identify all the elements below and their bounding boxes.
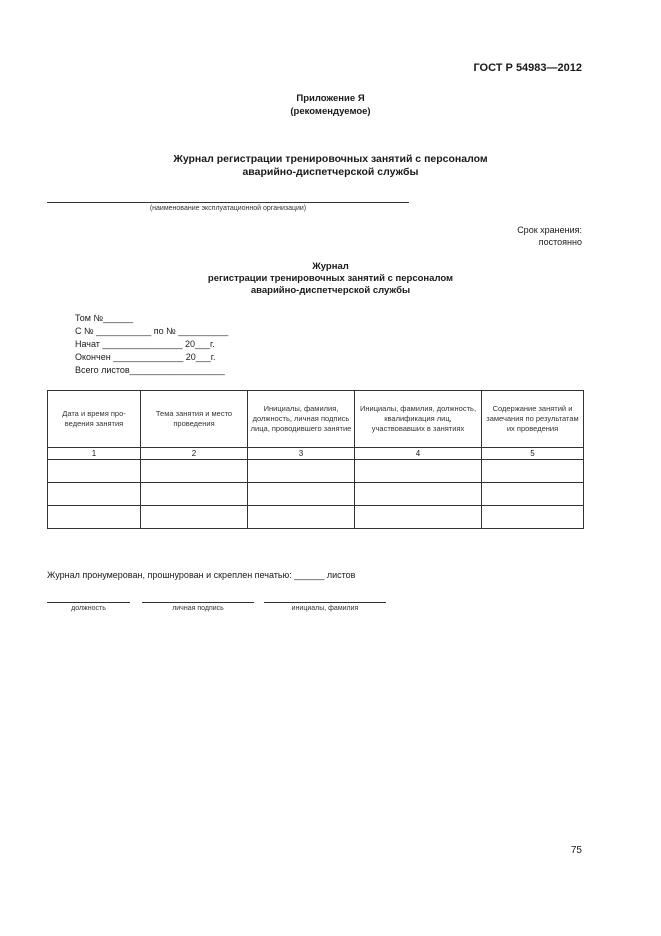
number-range-field: С № ___________ по № __________ [75, 326, 229, 336]
journal-fields [75, 312, 228, 377]
position-caption: должность [71, 605, 106, 612]
stitched-statement: Журнал пронумерован, прошнурован и скреплен печатью: ______ листов [47, 570, 356, 580]
appendix-status: (рекомендуемое) [290, 106, 371, 117]
column-header-date: Дата и время про-ведения занятия [48, 391, 141, 448]
retention-value: постоянно [538, 237, 582, 247]
table-cell [48, 483, 141, 506]
appendix-heading [0, 92, 661, 118]
retention-period [517, 224, 582, 248]
table-cell [355, 506, 482, 529]
position-signature-line [47, 602, 130, 603]
table-cell [248, 506, 355, 529]
document-title [0, 153, 661, 179]
table-cell [482, 483, 584, 506]
page-number: 75 [570, 845, 582, 856]
column-number: 5 [482, 448, 584, 460]
table-cell [141, 506, 248, 529]
journal-title-line3: аварийно-диспетчерской службы [250, 285, 411, 296]
column-header-participants: Инициалы, фамилия, должность, квалификация лиц, участвовавших в занятиях [355, 391, 482, 448]
training-log-table [47, 390, 584, 529]
table-cell [141, 460, 248, 483]
journal-title-line1: Журнал [312, 261, 349, 272]
volume-field: Том №______ [75, 313, 134, 323]
table-cell [141, 483, 248, 506]
retention-label: Срок хранения: [517, 225, 582, 235]
table-row [48, 460, 584, 483]
table-cell [355, 483, 482, 506]
column-number: 1 [48, 448, 141, 460]
column-number: 2 [141, 448, 248, 460]
table-cell [482, 506, 584, 529]
name-signature-line [264, 602, 386, 603]
name-caption: инициалы, фамилия [291, 605, 359, 612]
document-code: ГОСТ Р 54983—2012 [473, 62, 582, 74]
signature-caption: личная подпись [172, 605, 224, 612]
journal-title [0, 261, 661, 297]
table-cell [48, 460, 141, 483]
finished-field: Окончен ______________ 20___г. [75, 352, 216, 362]
personal-signature-line [142, 602, 254, 603]
document-title-line2: аварийно-диспетчерской службы [242, 166, 419, 178]
organization-line [47, 202, 409, 203]
organization-caption: (наименование эксплуатационной организации) [149, 205, 307, 212]
column-header-content: Содержание занятий и замечания по результатам их проведения [482, 391, 584, 448]
table-row [48, 506, 584, 529]
started-field: Начат ________________ 20___г. [75, 339, 215, 349]
document-title-line1: Журнал регистрации тренировочных занятий с персоналом [173, 153, 488, 165]
journal-title-line2: регистрации тренировочных занятий с персоналом [207, 273, 454, 284]
column-header-topic: Тема занятия и место проведения [141, 391, 248, 448]
appendix-label: Приложение Я [296, 93, 365, 104]
table-cell [248, 483, 355, 506]
column-header-instructor: Инициалы, фамилия, должность, личная подпись лица, проводившего занятие [248, 391, 355, 448]
table-header-row [48, 391, 584, 448]
table-cell [355, 460, 482, 483]
total-sheets-field: Всего листов___________________ [75, 365, 225, 375]
column-number: 4 [355, 448, 482, 460]
column-number-row [48, 448, 584, 460]
table-cell [482, 460, 584, 483]
table-cell [248, 460, 355, 483]
column-number: 3 [248, 448, 355, 460]
table-row [48, 483, 584, 506]
table-cell [48, 506, 141, 529]
